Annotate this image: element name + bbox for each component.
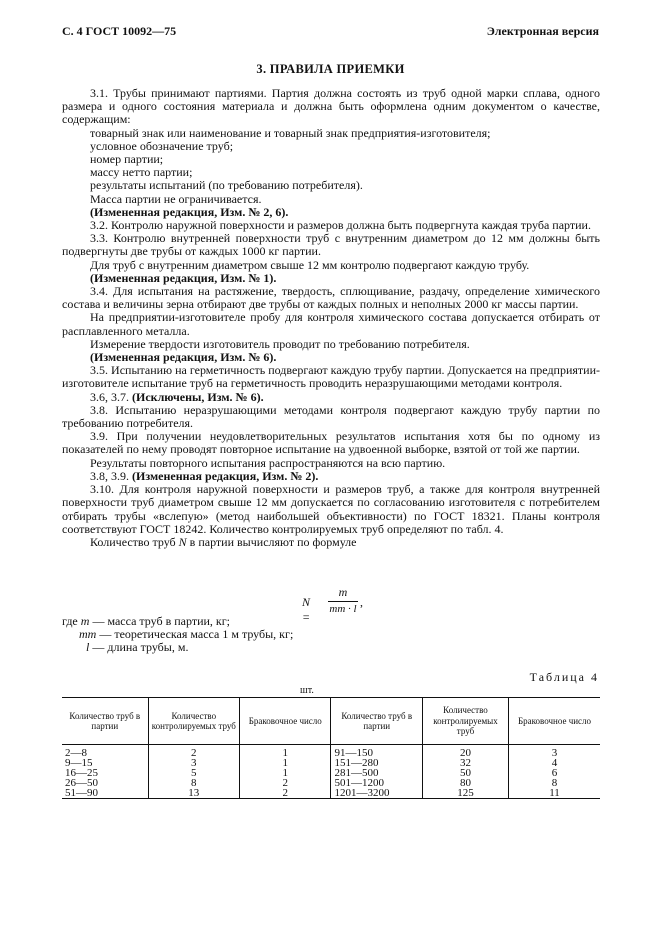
list-item: Масса партии не ограничивается. [90, 191, 262, 206]
column-header: Количество труб в партии [331, 698, 422, 745]
table-cell: 4 [509, 758, 600, 768]
paragraph-3-8: 3.8. Испытанию неразрушающими методами контроля подвергают каждую трубу партии по требованию потребителя. [62, 402, 600, 431]
definition-line [62, 641, 600, 654]
table-cell: 3 [148, 758, 239, 768]
list-item: номер партии; [90, 152, 164, 167]
paragraph-3-3: 3.3. Контролю внутренней поверхности труб с внутренним диаметром до 12 мм должны быть подвергнуты две трубы от каждых 1000 кг партии. [62, 231, 600, 259]
table-cell: 16—25 [65, 767, 98, 779]
paragraph-3-8-9-number: 3.8, 3.9. [90, 468, 129, 483]
table-cell: 6 [509, 768, 600, 778]
table-cell: 50 [422, 768, 508, 778]
table-cell: 1201—3200 [331, 788, 422, 799]
table-cell: 91—150 [331, 745, 422, 759]
table-cell: 1 [240, 768, 331, 778]
text-segment: в партии вычисляют по формуле [186, 534, 357, 549]
paragraph-3-5: 3.5. Испытанию на герметичность подвергают каждую трубу партии. Допускается на предприятии-изготовителе испытание труб на герметичность проводить неразрушающими методами контроля. [62, 363, 600, 391]
formula-definitions [62, 615, 600, 655]
table-cell: 1 [240, 745, 331, 759]
table-cell: 20 [422, 745, 508, 759]
paragraph-3-9b: Результаты повторного испытания распространяются на всю партию. [90, 455, 446, 470]
definition-prefix: где [62, 614, 81, 628]
variable-n: N [178, 534, 187, 549]
paragraph-3-9: 3.9. При получении неудовлетворительных результатов испытания хотя бы по одному из показателей по нему проводят повторное испытание на удвоенной выборке, взятой от той же партии. [62, 429, 600, 457]
definition-text: — теоретическая масса 1 м трубы, кг; [96, 627, 294, 642]
table-cell: 1 [240, 758, 331, 768]
formula-numerator: m [328, 585, 358, 602]
table-cell: 281—500 [331, 768, 422, 778]
paragraph-3-3b: Для труб с внутренним диаметром свыше 12 мм контролю подвергают каждую трубу. [90, 257, 530, 272]
definition-text: — длина трубы, м. [89, 640, 189, 655]
list-item: массу нетто партии; [90, 165, 193, 180]
table-cell: 2 [148, 745, 239, 759]
table-cell: 11 [509, 788, 600, 799]
page-header-right: Электронная версия [486, 24, 599, 38]
definition-symbol: m [80, 614, 90, 628]
revision-note: (Измененная редакция, Изм. № 1). [90, 270, 277, 285]
table-cell: 501—1200 [331, 778, 422, 788]
column-header: Количество контролируемых труб [148, 698, 239, 745]
table-row [62, 768, 600, 778]
table-row [62, 745, 600, 759]
body-text [62, 87, 600, 549]
column-header: Браковочное число [509, 698, 600, 745]
table-cell: 26—50 [65, 777, 98, 789]
table-cell: 2 [240, 778, 331, 788]
revision-note: (Измененная редакция, Изм. № 2, 6). [90, 204, 289, 219]
table-cell: 32 [422, 758, 508, 768]
formula-fraction [328, 585, 358, 615]
definition-text: — масса труб в партии, кг; [89, 614, 231, 628]
list-item: результаты испытаний (по требованию потребителя). [90, 178, 363, 193]
table-cell: 8 [148, 778, 239, 788]
table-caption: Таблица 4 [529, 670, 599, 684]
table-row [62, 758, 600, 768]
list-item: условное обозначение труб; [90, 138, 234, 153]
revision-note: (Исключены, Изм. № 6). [132, 389, 264, 404]
table-cell: 9—15 [65, 757, 93, 769]
definition-symbol: l [86, 640, 90, 655]
revision-note: (Измененная редакция, Изм. № 6). [90, 350, 277, 365]
table-cell: 3 [509, 745, 600, 759]
page-header-left: С. 4 ГОСТ 10092—75 [62, 24, 177, 38]
table-cell: 80 [422, 778, 508, 788]
paragraph-3-4c: Измерение твердости изготовитель проводит по требованию потребителя. [90, 336, 470, 351]
text-segment: Количество труб [90, 534, 179, 549]
table-row [62, 778, 600, 788]
definition-symbol: mт [79, 627, 97, 642]
column-header: Количество контролируемых труб [422, 698, 508, 745]
paragraph-3-1: 3.1. Трубы принимают партиями. Партия должна состоять из труб одной марки сплава, одного размера и одного состояния материала и должна быть оформлена одним документом о качестве, содержащим: [62, 86, 600, 127]
table-cell: 125 [422, 788, 508, 799]
paragraph-3-4: 3.4. Для испытания на растяжение, твердость, сплющивание, раздачу, определение химического состава и величины зерна отбирают две трубы от каждых полных и неполных 2000 кг массы партии. [62, 284, 600, 312]
table-cell: 13 [148, 788, 239, 799]
table-header-row [62, 698, 600, 745]
formula-comma: , [360, 595, 363, 609]
revision-note: (Измененная редакция, Изм. № 2). [132, 468, 319, 483]
section-title: 3. ПРАВИЛА ПРИЕМКИ [256, 62, 405, 76]
table-cell: 2 [240, 788, 331, 799]
column-header: Браковочное число [240, 698, 331, 745]
formula-denominator: mт · l [329, 603, 357, 615]
table-4 [62, 697, 600, 799]
paragraph-3-10: 3.10. Для контроля наружной поверхности и размеров труб, а также для контроля внутренней поверхности труб диаметром свыше 12 мм допускается по согласованию изготовителя с потребителем отбирать трубы «вслепую» (метод наибольшей объективности) по ГОСТ 18321. Планы контроля соответствуют ГОСТ 18242. Количество контролируемых труб определяют по табл. 4. [62, 482, 600, 536]
paragraph-3-10b [62, 536, 600, 549]
paragraph-3-6-number: 3.6, 3.7. [90, 389, 129, 404]
formula-lhs: N = [302, 595, 311, 624]
table-cell: 8 [509, 778, 600, 788]
paragraph-3-6 [62, 391, 600, 404]
table-unit: шт. [300, 685, 314, 696]
list-item: товарный знак или наименование и товарный знак предприятия-изготовителя; [90, 125, 491, 140]
table-cell: 51—90 [65, 787, 98, 799]
table-cell: 2—8 [65, 747, 87, 759]
table-cell: 5 [148, 768, 239, 778]
table-cell: 151—280 [331, 758, 422, 768]
paragraph-3-2: 3.2. Контролю наружной поверхности и размеров должна быть подвергнута каждая труба партии. [90, 218, 591, 233]
table-row [62, 788, 600, 799]
paragraph-3-4b: На предприятии-изготовителе пробу для контроля химического состава допускается отбирать от расплавленного металла. [62, 310, 600, 338]
column-header: Количество труб в партии [62, 698, 148, 745]
